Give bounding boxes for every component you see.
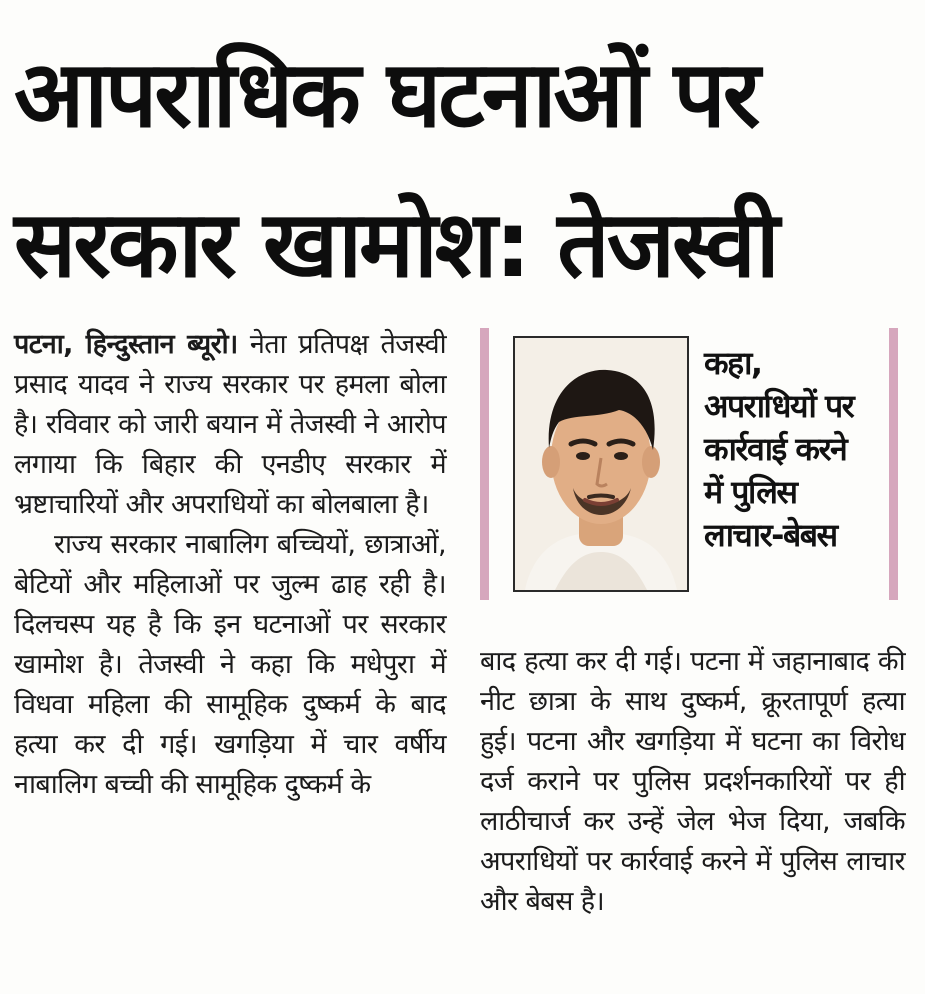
pull-quote-line-1: कहा, [704, 344, 762, 382]
pull-quote-line-3: कार्रवाई करने [704, 430, 847, 468]
headline-line-1: आपराधिक घटनाओं पर [14, 41, 758, 148]
dateline: पटना, हिन्दुस्तान ब्यूरो। [14, 329, 238, 360]
article-paragraph-3: बाद हत्या कर दी गई। पटना में जहानाबाद की नीट छात्रा के साथ दुष्कर्म, क्रूरतापूर्ण हत्या हुई। पटना और खगड़िया में घटना का विरोध दर्ज कराने पर पुलिस प्रदर्शनकारियों पर ही लाठीचार्ज कर उन्हें जेल भेज दिया, जबकि अपराधियों पर कार्रवाई करने में पुलिस लाचार और बेबस है। [480, 646, 905, 917]
portrait-illustration [515, 338, 687, 590]
portrait-photo [513, 336, 689, 592]
headline [14, 20, 914, 320]
paragraph-1-text: नेता प्रतिपक्ष तेजस्वी प्रसाद यादव ने राज्य सरकार पर हमला बोला है। रविवार को जारी बयान में तेजस्वी ने आरोप लगाया कि बिहार की एनडीए सरकार में भ्रष्टाचारियों और अपराधियों का बोलबाला है। [14, 329, 446, 520]
pull-quote [704, 342, 879, 557]
pull-quote-line-5: लाचार-बेबस [704, 516, 837, 554]
article-right-column [480, 642, 905, 922]
article-paragraph-1 [14, 325, 446, 525]
article-paragraph-2: राज्य सरकार नाबालिग बच्चियों, छात्राओं, बेटियों और महिलाओं पर जुल्म ढाह रही है। दिलचस्प यह है कि इन घटनाओं पर सरकार खामोश है। तेजस्वी ने कहा कि मधेपुरा में विधवा महिला की सामूहिक दुष्कर्म के बाद हत्या कर दी गई। खगड़िया में चार वर्षीय नाबालिग बच्ची की सामूहिक दुष्कर्म के [14, 529, 446, 800]
headline-line-2: सरकार खामोश: तेजस्वी [14, 191, 777, 298]
pull-quote-line-2: अपराधियों पर [704, 387, 854, 425]
accent-bar-right [889, 328, 898, 600]
article-left-column [14, 325, 446, 805]
photo-quote-box [476, 328, 900, 600]
pull-quote-line-4: में पुलिस [704, 473, 797, 511]
accent-bar-left [480, 328, 489, 600]
